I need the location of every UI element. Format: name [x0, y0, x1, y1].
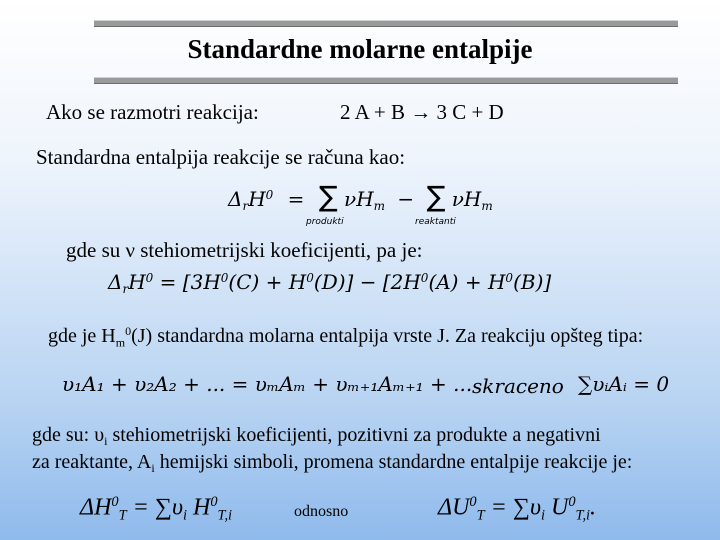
- coefficients-line: gde su ν stehiometrijski koeficijenti, pa je:: [66, 238, 423, 262]
- right-period: .: [590, 494, 597, 521]
- delta-h-sub: T: [118, 507, 127, 524]
- left-h-sub: T,i: [217, 507, 233, 524]
- sum-products: ∑: [318, 180, 338, 213]
- delta-h-sup: 0: [111, 494, 119, 510]
- h-symbol: H: [248, 187, 266, 211]
- page-title: Standardne molarne entalpije: [187, 34, 533, 64]
- right-u: U: [544, 494, 569, 521]
- line5b-subscript: i: [151, 461, 155, 476]
- left-i: i: [182, 507, 187, 524]
- reaction-text: 2 A + B → 3 C + D: [340, 100, 504, 124]
- line4-start: gde je H: [48, 325, 116, 348]
- r-subscript: r: [242, 199, 249, 214]
- equation-sum: [228, 180, 493, 213]
- internal-energy-formula: [438, 494, 596, 525]
- general-reaction-text: υ₁A₁ + υ₂A₂ + ... = υₘAₘ + υₘ₊₁Aₘ₊₁ + ...: [62, 372, 473, 396]
- m-subscript: m: [373, 199, 386, 214]
- r-subscript-2: r: [122, 282, 129, 297]
- left-h: H: [186, 494, 211, 521]
- nu-symbol-2: ν: [451, 187, 464, 211]
- right-i: i: [540, 507, 545, 524]
- delta-u-sub: T: [476, 507, 485, 524]
- expanded-part-b: (B)]: [513, 270, 552, 294]
- minus-sign: −: [397, 187, 415, 211]
- h-c: H: [203, 270, 221, 294]
- under-reactants: reaktanti: [415, 217, 456, 227]
- intro-line: [46, 100, 259, 125]
- zero-superscript-2: 0: [145, 270, 154, 285]
- h-d: H: [288, 270, 307, 294]
- sum-reactants: ∑: [426, 180, 446, 213]
- right-u-sup: 0: [568, 494, 576, 510]
- equals-sign: =: [287, 187, 305, 211]
- expanded-part-a2: (A) +: [428, 270, 488, 294]
- h-reactants: H: [463, 187, 482, 211]
- intro-label: Ako se razmotri reakcija:: [46, 100, 259, 124]
- line5b-start: za reaktante, A: [32, 451, 152, 473]
- delta-u-sup: 0: [469, 494, 477, 510]
- expanded-part-c: (C) +: [228, 270, 289, 294]
- delta-symbol-2: Δ: [108, 270, 123, 294]
- nu-symbol: ν: [344, 187, 357, 211]
- delta-h: ΔH: [80, 494, 112, 521]
- explanation-line-2: [32, 451, 632, 476]
- line4-rest: (J) standardna molarna entalpija vrste J. Za reakciju opšteg tipa:: [131, 325, 644, 348]
- h-products: H: [356, 187, 374, 211]
- expanded-part-a: = [3: [159, 270, 204, 294]
- line4-subscript: m: [115, 335, 126, 350]
- enthalpy-formula: [80, 494, 232, 525]
- line5a-rest: stehiometrijski koeficijenti, pozitivni za produkte a negativni: [107, 424, 601, 446]
- h-b: H: [487, 270, 506, 294]
- line4-superscript: 0: [125, 324, 132, 338]
- zero-c: 0: [220, 270, 229, 285]
- m-subscript-2: m: [481, 199, 493, 214]
- title-rule-bottom: [94, 77, 678, 84]
- general-reaction: [62, 372, 472, 396]
- explanation-line-1: [32, 424, 601, 449]
- h-symbol-2: H: [128, 270, 146, 294]
- std-enthalpy-line: Standardna entalpija reakcije se računa kao:: [36, 145, 406, 169]
- line5a-start: gde su: υ: [32, 424, 105, 446]
- shortened-equation: ∑υᵢAᵢ = 0: [578, 372, 670, 396]
- left-eq: = ∑υ: [126, 494, 183, 521]
- molar-enthalpy-line: [48, 324, 643, 350]
- reaction-equation: [340, 100, 504, 125]
- zero-superscript: 0: [265, 187, 274, 202]
- right-eq: = ∑υ: [484, 494, 541, 521]
- delta-u: ΔU: [438, 494, 470, 521]
- zero-a: 0: [420, 270, 429, 285]
- expanded-part-d: (D)] − [2: [313, 270, 404, 294]
- left-h-sup: 0: [210, 494, 218, 510]
- title-rule-top: [94, 20, 678, 27]
- shortened-word: skraceno: [472, 374, 564, 398]
- h-a: H: [403, 270, 421, 294]
- delta-symbol: Δ: [228, 187, 243, 211]
- line5a-subscript: i: [104, 434, 108, 449]
- equation-expanded: [108, 270, 551, 296]
- line5b-rest: hemijski simboli, promena standardne entalpije reakcije je:: [154, 451, 633, 473]
- right-u-sub: T,i: [575, 507, 591, 524]
- zero-d: 0: [306, 270, 314, 285]
- odnosno-text: odnosno: [294, 503, 349, 520]
- zero-b: 0: [505, 270, 514, 285]
- under-products: produkti: [306, 217, 344, 227]
